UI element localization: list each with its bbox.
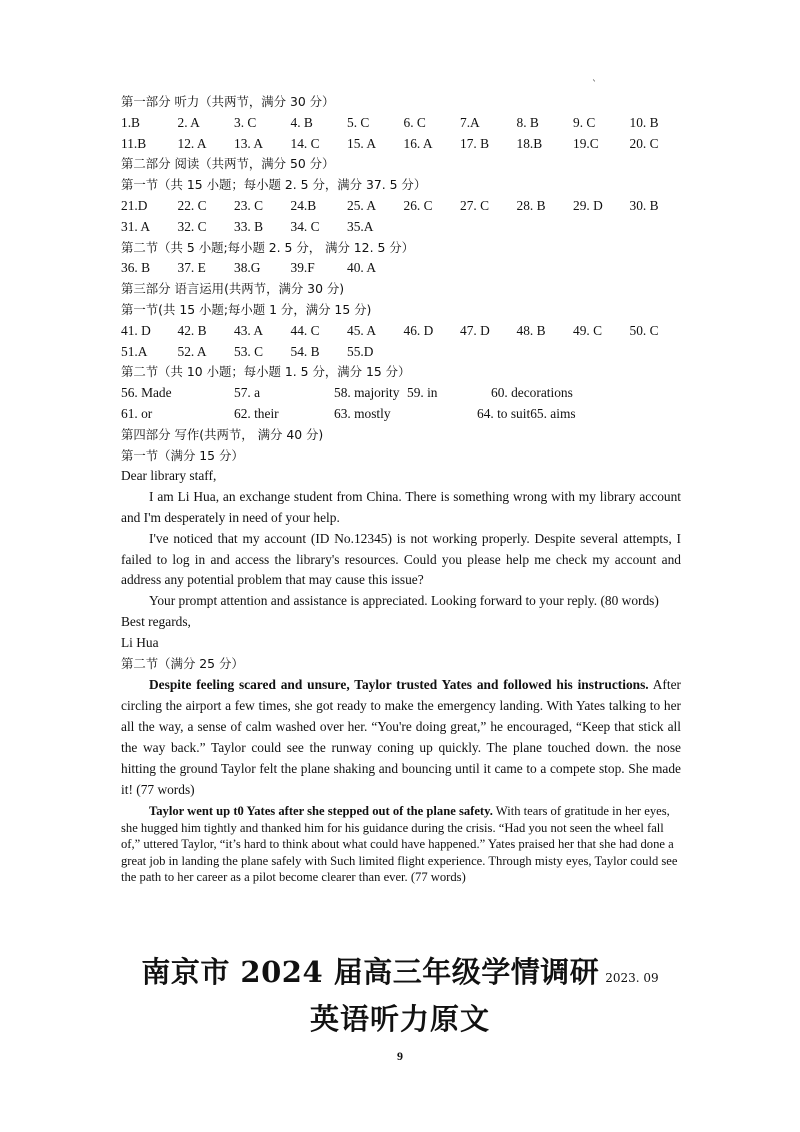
answer-item: 30. B	[629, 197, 659, 213]
answer-item: 4. B	[290, 114, 313, 130]
paragraph-lead-sentence: Taylor went up t0 Yates after she stepped out of the plane safety.	[149, 804, 493, 819]
answer-item: 34. C	[290, 218, 320, 234]
answer-item: 12. A	[177, 135, 207, 151]
continuation-paragraph-1	[121, 674, 681, 800]
part4-section2-heading: 第二节（满分 25 分）	[121, 655, 244, 671]
answer-item: 45. A	[347, 322, 377, 338]
answer-row	[121, 404, 681, 425]
answer-item: 43. A	[234, 322, 264, 338]
answer-item: 8. B	[516, 114, 539, 130]
answer-item: 38.G	[234, 260, 261, 276]
answer-item: 23. C	[234, 197, 264, 213]
answer-item: 21.D	[121, 197, 148, 213]
part3-heading: 第三部分 语言运用(共两节，满分 30 分)	[121, 281, 345, 297]
letter-closing: Best regards,	[121, 613, 191, 629]
answer-item: 35.A	[347, 218, 374, 234]
answer-item: 6. C	[403, 114, 426, 130]
answer-item: 16. A	[403, 135, 433, 151]
answer-row	[121, 196, 681, 217]
letter-signature: Li Hua	[121, 634, 159, 650]
answer-item: 61. or	[121, 405, 153, 421]
answer-item: 26. C	[403, 197, 433, 213]
answer-item: 24.B	[290, 197, 317, 213]
answer-item: 5. C	[347, 114, 370, 130]
answer-item: 33. B	[234, 218, 264, 234]
answer-item: 1.B	[121, 114, 140, 130]
answer-key	[121, 92, 681, 885]
answer-item: 19.C	[573, 135, 599, 151]
listening-script-title: 英语听力原文	[309, 1002, 490, 1036]
answer-item: 31. A	[121, 218, 151, 234]
answer-item: 17. B	[460, 135, 490, 151]
answer-item: 13. A	[234, 135, 264, 151]
answer-item: 56. Made	[121, 385, 172, 401]
answer-item: 48. B	[516, 322, 546, 338]
answer-item: 7.A	[460, 114, 480, 130]
answer-item: 20. C	[629, 135, 659, 151]
paragraph-body: With tears of gratitude in her eyes, she hugged him tightly and thanked him for his guidance during the crisis. “Had you not seen the wheel fall of,” uttered Taylor, “it’s hard to think about what could have happened.” Yates praised her that she had done a great job in landing the plane safely with Such limited flight experience. Through misty eyes, Taylor could see the path to her career as a pilot become clearer than ever. (77 words)	[121, 804, 678, 884]
letter-salutation: Dear library staff,	[121, 468, 217, 484]
answer-item: 63. mostly	[334, 405, 391, 421]
top-mark: `	[592, 80, 597, 91]
answer-item: 28. B	[516, 197, 546, 213]
part2-section1-heading: 第一节（共 15 小题；每小题 2. 5 分，满分 37. 5 分）	[121, 177, 427, 193]
answer-item: 36. B	[121, 260, 151, 276]
answer-row	[121, 113, 681, 134]
letter-paragraph: I've noticed that my account (ID No.12345) is not working properly. Despite several attempts, I failed to log in and access the library's resources. Could you please help me check my account and address any potential problem that may cause this issue?	[121, 530, 681, 588]
answer-item: 29. D	[573, 197, 603, 213]
paragraph-body: After circling the airport a few times, she got ready to make the emergency landing. With Yates talking to her all the way, a sense of calm washed over her. “You're doing great,” he encouraged, “Keep that stick all the way back.” Taylor could see the runway coning up quickly. The plane touched down. the nose hitting the ground Taylor felt the plane shaking and bouncing until it came to a compete stop. She made it! (77 words)	[121, 677, 681, 798]
answer-row	[121, 258, 681, 279]
answer-row	[121, 217, 681, 238]
page-number: 9	[397, 1049, 403, 1063]
exam-date: 2023. 09	[605, 971, 659, 985]
answer-item: 14. C	[290, 135, 320, 151]
part4-section1-heading: 第一节（满分 15 分）	[121, 447, 244, 463]
letter-paragraph: I am Li Hua, an exchange student from China. There is something wrong with my library account and I'm desperately in need of your help.	[121, 489, 681, 525]
paragraph-lead-sentence: Despite feeling scared and unsure, Taylor trusted Yates and followed his instructions.	[149, 677, 649, 693]
answer-row	[121, 134, 681, 155]
answer-pair	[477, 404, 576, 425]
exam-title-text: 南京市 2024 届高三年级学情调研	[141, 955, 600, 989]
answer-row	[121, 321, 681, 342]
answer-item: 55.D	[347, 343, 374, 359]
answer-item: 62. their	[234, 405, 279, 421]
part2-heading: 第二部分 阅读（共两节，满分 50 分）	[121, 156, 335, 172]
answer-item: 32. C	[177, 218, 207, 234]
answer-item: 42. B	[177, 322, 207, 338]
answer-item: 58. majority	[334, 385, 400, 401]
answer-item: 11.B	[121, 135, 147, 151]
answer-item: 60. decorations	[491, 385, 573, 401]
letter-paragraph: Your prompt attention and assistance is appreciated. Looking forward to your reply. (80 words)	[149, 593, 659, 609]
answer-item: 39.F	[290, 260, 315, 276]
answer-item: 64. to suit	[477, 405, 531, 421]
answer-item: 18.B	[516, 135, 543, 151]
answer-item: 54. B	[290, 343, 320, 359]
answer-item: 15. A	[347, 135, 377, 151]
answer-item: 65. aims	[530, 405, 576, 421]
answer-row	[121, 342, 681, 363]
answer-item: 41. D	[121, 322, 151, 338]
exam-title	[0, 950, 800, 991]
answer-item: 9. C	[573, 114, 596, 130]
answer-item: 49. C	[573, 322, 603, 338]
part3-section2-heading: 第二节（共 10 小题；每小题 1. 5 分，满分 15 分）	[121, 364, 411, 380]
answer-item: 46. D	[403, 322, 434, 338]
answer-item: 59. in	[407, 385, 438, 401]
part2-section2-heading: 第二节（共 5 小题;每小题 2. 5 分， 满分 12. 5 分）	[121, 239, 415, 255]
answer-item: 47. D	[460, 322, 490, 338]
answer-item: 50. C	[629, 322, 659, 338]
part3-section1-heading: 第一节(共 15 小题;每小题 1 分，满分 15 分)	[121, 301, 372, 317]
answer-item: 2. A	[177, 114, 200, 130]
answer-item: 27. C	[460, 197, 490, 213]
answer-item: 57. a	[234, 385, 261, 401]
answer-item: 52. A	[177, 343, 207, 359]
answer-row	[121, 383, 681, 404]
part4-heading: 第四部分 写作(共两节， 满分 40 分)	[121, 426, 324, 442]
answer-item: 37. E	[177, 260, 206, 276]
answer-item: 25. A	[347, 197, 377, 213]
answer-item: 40. A	[347, 260, 377, 276]
answer-item: 10. B	[629, 114, 659, 130]
answer-item: 53. C	[234, 343, 264, 359]
answer-item: 51.A	[121, 343, 148, 359]
answer-item: 22. C	[177, 197, 207, 213]
part1-heading: 第一部分 听力（共两节，满分 30 分）	[121, 94, 335, 109]
answer-item: 44. C	[290, 322, 320, 338]
answer-item: 3. C	[234, 114, 257, 130]
continuation-paragraph-2	[121, 803, 681, 885]
